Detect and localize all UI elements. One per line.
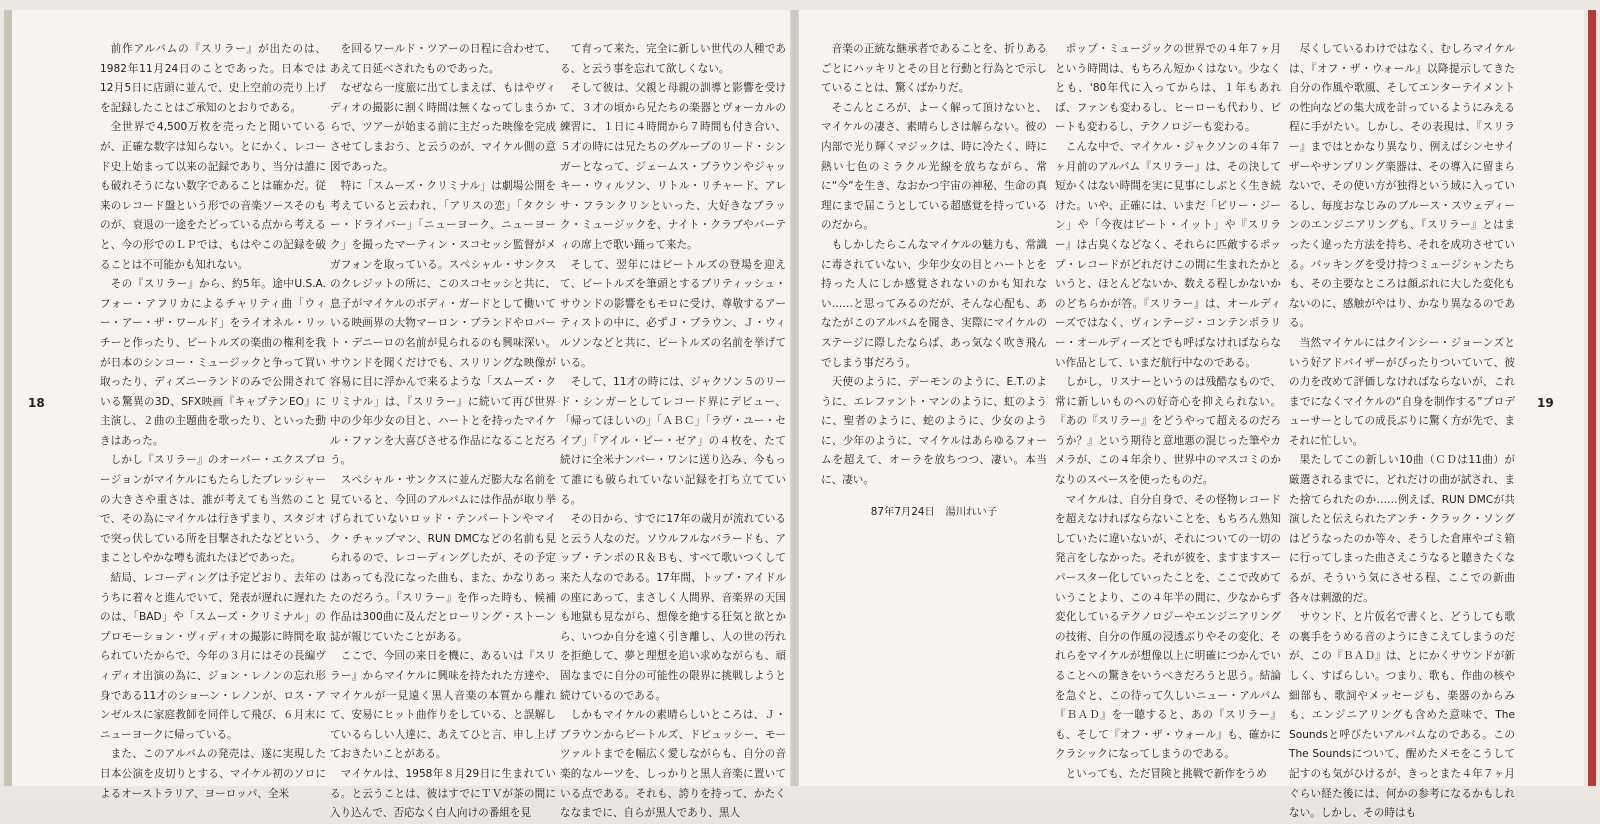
paragraph: その日から、すでに17年の歳月が流れていると云う人なのだ。ソウルフルなバラードも、アップ・テンポのＲ＆Ｂも、すべて歌いつくして来た人なのである。17年間、トップ・アイドルの座にあって、まさしく人間界、音楽界の天国も地獄も見ながら、想像を絶する狂気と欲とから、いつか自分を遠く引き離し、人の世の汚れを拒絶して、夢と理想を追い求めながらも、頑固なまでに自分の可能性の限界に挑戦しようと続けているのである。 (560, 513, 786, 702)
paragraph: また、このアルバムの発売は、遂に実現した日本公演を皮切りとする、マイケル初のソロによるオーストラリア、ヨーロッパ、全米 (100, 748, 326, 800)
paragraph: しかもマイケルの素晴らしいところは、Ｊ・ブラウンからビートルズ、ドビュッシー、モーツァルトまでを幅広く愛しながらも、自分の音楽的なルーツを、しっかりと黒人音楽に置いている点である。それも、誇りを持って、かたくななまでに、自らが黒人であり、黒人 (560, 709, 786, 820)
paragraph: マイケルは、自分自身で、その怪物レコードを超えなければならないことを、もちろん熟知していたに違いないが、それについての一切の発言をしなかった。それが彼を、ますますスーパースター化していったことを、ここで改めていうことより、この４年半の間に、少なからず変化しているテクノロジーやエンジニアリングの技術、自分の作風の浸透ぶりやその変化、それらをマイケルが想像以上に明確につかんでいることへの驚きをいうべきだろうと思う。結論を急ぐと、この待って久しいニュー・アルバム『ＢＡＤ』を一聴すると、あの『スリラー』も、そして『オフ・ザ・ウォール』も、確かにクラシックになってしまうのである。 (1055, 493, 1281, 761)
paragraph: しかし『スリラー』のオーバー・エクスプロージョンがマイケルにもたらしたプレッシャーの大きさや重さは、誰が考えても当然のことで、その為にマイケルは行きずまり、スタジオで突っ伏している所を目撃されたなどという、まことしやかな噂も流れたほどであった。 (100, 454, 326, 565)
paragraph: サウンド、と片仮名で書くと、どうしても歌の裏手をうめる音のようにきこえてしまうのだが、この『ＢＡＤ』は、とにかくサウンドが新しく、すばらしい。つまり、歌も、作曲の核や細部も、歌詞やメッセージも、楽器のからみも、エンジニアリングも含めた意味で、The Soundsと呼びたいアルバムなのである。このThe Soundsについて、醒めたメモをこうして記すのも気がひけるが、きっとまた４年７ヶ月ぐらい経た後には、何かの参考になるかもしれない。しかし、その時はも (1289, 611, 1515, 820)
page-number-right: 19 (1537, 396, 1554, 410)
paragraph: もしかしたらこんなマイケルの魅力も、常識に毒されていない、少年少女の目とハートとを持った人にしか感覚されないのかも知れない……と思ってみるのだが、そんな心配も、あなたがこのアルバムを聞き、実際にマイケルのステージに際したならば、あっ気なく吹き飛んでしまう事だろう。 (821, 238, 1047, 369)
paragraph: 果たしてこの新しい10曲（ＣＤは11曲）が厳選されるまでに、どれだけの曲が試され、また捨てられたのか……例えば、RUN DMCが共演したと伝えられたアンチ・クラック・ソングはどうなったのか等々、そうした倉庫やゴミ箱に行ってしまった曲さえこうなると聴きたくなるが、そういう気にさせる程、ここでの新曲各々は刺激的だ。 (1289, 454, 1515, 604)
paragraph: なぜなら一度旅に出てしまえば、もはやヴィディオの撮影に割く時間は無くなってしまうからで、ツアーが始まる前に主だった映像を完成させてしまおう、と云うのが、マイケル側の意図であった。 (330, 82, 556, 173)
paragraph: て育って来た、完全に新しい世代の人種である、と云う事を忘れて欲しくない。 (560, 43, 786, 75)
right-page-edge (1588, 10, 1596, 786)
paragraph: そして、11才の時には、ジャクソン５のリード・シンガーとしてレコード界にデビュー、「帰ってほしいの」「ＡＢＣ」「ラヴ・ユー・セイブ」「アイル・ビー・ゼア」の４枚を、たて続けに全米ナンバー・ワンに送り込み、今もって誰にも破られていない記録を打ち立てている。 (560, 376, 786, 506)
paragraph: そこんところが、よーく解って頂けないと、マイケルの凄さ、素晴らしさは解らない。彼の内部で光り輝くマジックは、時に冷たく、時に熱い七色のミラクル光線を放ちながら、常に“今”を生き、なおかつ宇宙の神秘、生命の真理にまで届こうとしている超感覚を持っているのだから。 (821, 101, 1047, 232)
paragraph: ポップ・ミュージックの世界での４年７ヶ月という時間は、もちろん短かくはない。少なくとも、'80年代に入ってからは、１年もあれば、ファンも変わるし、ヒーローも代わり、ビートも変わるし、テクノロジーも変わる。 (1055, 43, 1281, 134)
paragraph: を回るワールド・ツアーの日程に合わせて、あえて日延べされたものであった。 (330, 43, 556, 75)
paragraph: 天使のように、デーモンのように、E.T.のように、エレファント・マンのように、虹のように、聖者のように、蛇のように、少女のように、少年のように、マイケルはあらゆるフォームを超えて、オーラを放ちつつ、凄い。本当に、凄い。 (821, 376, 1047, 487)
paragraph: 当然マイケルにはクインシー・ジョーンズという好アドバイザーがぴったりついていて、彼の力を改めて評価しなければならないが、これまでになくマイケルの“自身を制作する”プロデューサーとしての成長ぶりに驚く方が先で、まそれに忙しい。 (1289, 336, 1515, 447)
paragraph: 結局、レコーディングは予定どおり、去年のうちに着々と進んでいて、発表が遅れに遅れたのは、「BAD」や「スムーズ・クリミナル」のプロモーション・ヴィディオの撮影に時間を取られていたからで、今年の３月にはその長編ヴィディオ出演の為に、ジョン・レノンの忘れ形身である11才のショーン・レノンが、ロス・アンゼルスに家庭教師を同伴して飛び、６月末にニューヨークに帰っている。 (100, 572, 326, 741)
paragraph: ここで、今回の来日を機に、あるいは『スリラー』からマイケルに興味を持たれた方達や、マイケルが一見遠く黒人音楽の本質から離れて、安易にヒット曲作りをしている、と誤解しているらしい人達に、あえてひと言、申し上げておきたいことがある。 (330, 650, 556, 761)
paragraph: 音楽の正統な継承者であることを、折りあるごとにハッキリとその目と行動と行為とで示していることは、驚くばかりだ。 (821, 43, 1047, 95)
paragraph: そして、翌年にはビートルズの登場を迎えて、ビートルズを筆頭とするブリティッシュ・サウンドの影響をもモロに受け、尊敬するアーティストの中に、必ずＪ・ブラウン、Ｊ・ウィルソンなどと共に、ビートルズの名前を挙げている。 (560, 258, 786, 369)
paragraph: 尽くしているわけではなく、むしろマイケルは、『オフ・ザ・ウォール』以降提示してきた自分の作風や歌風、そしてエンターテイメントの性向などの集大成を計っているようにみえる程に手がたい。しかし、その表現は、『スリラー』まではとかなり異なり、例えばシンセサイザーやサンプリング楽器は、その導入に留まらないで、その使い方が独得という域に入っているし、毎度おなじみのブルース・スウェディーンのエンジニアリングも、『スリラー』とはまったく違った方法を持ち、それを成功させている。バッキングを受け持つミュージシャンたちも、その主要なところは顔ぶれに大した変化もないのに、感触がやはり、かなり異なるのである。 (1289, 43, 1515, 330)
text-column-4 (821, 40, 1047, 780)
text-column-6 (1289, 40, 1515, 820)
paragraph: といっても、ただ冒険と挑戦で新作をうめ (1065, 767, 1267, 780)
text-column-2 (330, 40, 556, 820)
left-page-edge (4, 10, 12, 786)
left-page (12, 10, 792, 820)
paragraph: 特に「スムーズ・クリミナル」は劇場公開を考えていると云われ、「アリスの恋」「タクシー・ドライバー」「ニューヨーク、ニューヨーク」を撮ったマーティン・スコセッシ監督がメガフォンを取っている。スペシャル・サンクスのクレジットの所に、このスコセッシと共に、息子がマイケルのボディ・ガードとして働いている映画界の大物マーロン・ブランドやロバート・デニーロの名前が見られるのも興味深い。サウンドを聞くだけでも、スリリングな映像が容易に目に浮かんで来るような「スムーズ・クリミナル」は、『スリラー』に続いて再び世界中の少年少女の目と、ハートとを持ったマイケル・ファンを大喜びさせる作品になることだろう。 (330, 180, 556, 467)
paragraph: スペシャル・サンクスに並んだ膨大な名前を見ていると、今回のアルバムには作品が取り挙げられていないロッド・テンパートンやマイク・チャップマン、RUN DMCなどの名前も見られるので、レコーディングしたが、その予定はあっても没になった曲も、また、かなりあったのだろう。『スリラー』を作った時も、候補作品は300曲に及んだとローリング・ストーン誌が報じていたことがある。 (330, 474, 556, 643)
paragraph: 前作アルバムの『スリラー』が出たのは、1982年11月24日のことであった。日本では12月5日に店頭に並んで、史上空前の売り上げを記録したことはご承知のとおりである。 (100, 43, 326, 114)
text-column-5 (1055, 40, 1281, 780)
text-column-3 (560, 40, 786, 820)
author-signature: 87年7月24日 湯川れい子 (870, 505, 998, 518)
text-column-1 (100, 40, 326, 800)
paragraph: しかし、リスナーというのは残酷なもので、常に新しいものへの好奇心を抑えられない。『あの『スリラー』をどうやって超えるのだろうか？』という期待と意地悪の混じった筆やカメラが、この４年余り、世界中のマスコミのかなりのスペースを使ったものだ。 (1055, 376, 1281, 487)
paragraph: こんな中で、マイケル・ジャクソンの４年７ヶ月前のアルバム『スリラー』は、その決して短かくはない時間を実に見事にしぶとく生き続けた。いや、正確には、いまだ「ビリー・ジーン」や「今夜はビート・イット」や『スリラー』は古臭くなどなく、それらに匹敵するポップ・レコードがどれだけこの間に生まれたかというと、ほとんどないか、数える程しかないかのどちらかが答。『スリラー』は、オールディーズではなく、ヴィンテージ・コンテンポラリー・オールディーズとでも呼ばなければならない作品として、いまだ航行中なのである。 (1055, 140, 1281, 369)
right-page (798, 10, 1584, 820)
paragraph: 全世界で4,500万枚を売ったと聞いているが、正確な数字は知らない。とにかく、レコード史上始まって以来の記録であり、当分は誰にも破れそうにない数字であることは確かだ。従来のレコード盤という形での音楽ソースそのものが、衰退の一途をたどっている点から考えると、今の形でのＬＰでは、もはやこの記録を破ることは不可能かも知れない。 (100, 121, 326, 271)
paragraph: マイケルは、1958年８月29日に生まれている。と云うことは、彼はすでにＴＶが茶の間に入り込んで、否応なく白人向けの番組を見 (330, 767, 556, 820)
paragraph: そして彼は、父親と母親の訓導と影響を受けて、３才の頃から兄たちの楽器とヴォーカルの練習に、１日に４時間から７時間も付き合い、５才の時には兄たちのグループのリード・シンガーとなって、ジェームス・ブラウンやジャッキー・ウィルソン、リトル・リチャード、アレサ・フランクリンといった、大好きなブラック・ミュージックを、ナイト・クラブやパーティの席上で歌い踊って来た。 (560, 82, 786, 251)
page-number-left: 18 (28, 396, 45, 410)
paragraph: その『スリラー』から、約5年。途中U.S.A.フォー・アフリカによるチャリティ曲「ウィー・アー・ザ・ワールド」をライオネル・リッチーと作ったり、ビートルズの楽曲の権利を我が日本のシンコー・ミュージックと争って買い取ったり、ディズニーランドのみで公開されている驚異の3D、SFX映画『キャプテンEO』に主演し、２曲の主題曲を歌ったり、といった動きはあった。 (100, 278, 326, 447)
